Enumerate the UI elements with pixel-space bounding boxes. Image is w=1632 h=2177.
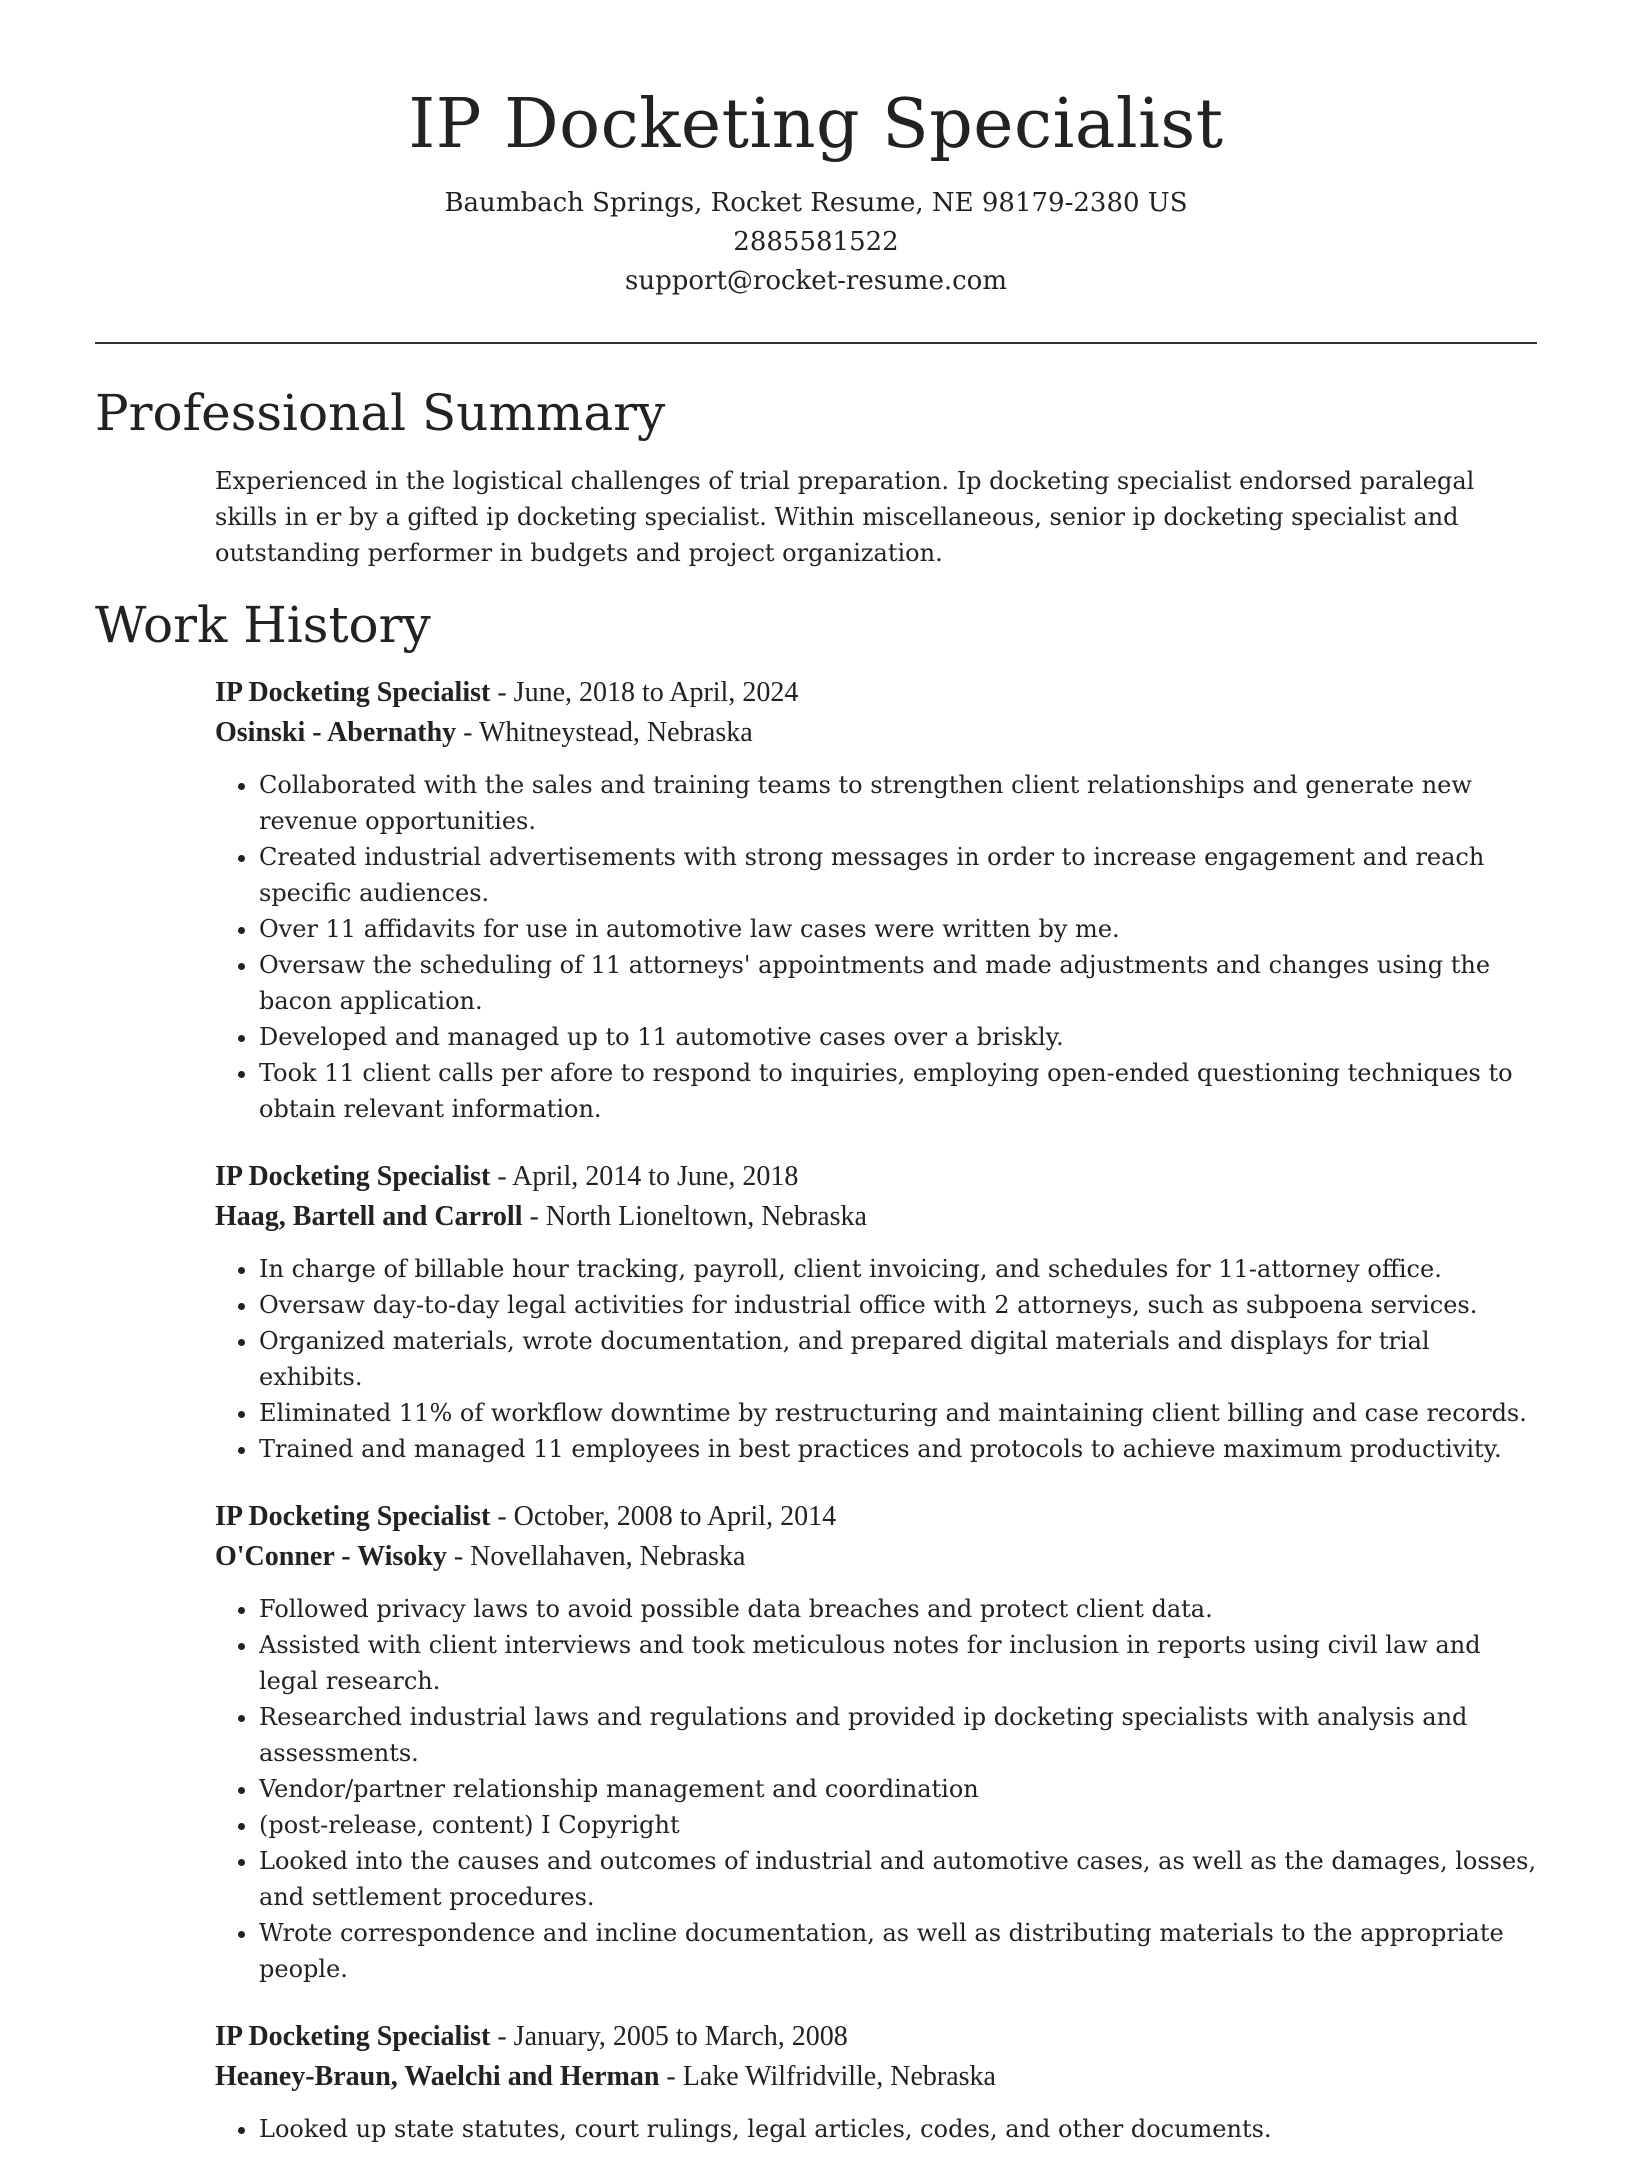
job-title: IP Docketing Specialist — [215, 1161, 491, 1192]
job-location: - Whitneystead, Nebraska — [456, 717, 753, 748]
bullet-item: • Researched industrial laws and regulations and provided ip docketing specialists with analysis and assessments. — [259, 1699, 1540, 1771]
bullet-item: • Collaborated with the sales and training teams to strengthen client relationships and generate new revenue opportunities. — [259, 767, 1540, 839]
job-title: IP Docketing Specialist — [215, 2021, 491, 2052]
job-entry — [215, 2017, 1540, 2147]
job-company-line — [215, 2057, 1540, 2097]
job-company: O'Conner - Wisoky — [215, 1541, 447, 1572]
phone: 2885581522 — [733, 227, 899, 257]
job-bullets — [215, 1591, 1540, 1987]
job-bullets — [215, 1251, 1540, 1467]
bullet-item: • Followed privacy laws to avoid possible data breaches and protect client data. — [259, 1591, 1540, 1627]
bullet-item: • Organized materials, wrote documentation, and prepared digital materials and displays for trial exhibits. — [259, 1323, 1540, 1395]
job-dates: - June, 2018 to April, 2024 — [490, 677, 799, 708]
bullet-item: • Looked up state statutes, court rulings, legal articles, codes, and other documents. — [259, 2111, 1540, 2147]
job-dates: - October, 2008 to April, 2014 — [490, 1501, 837, 1532]
bullet-item: • Oversaw day-to-day legal activities for industrial office with 2 attorneys, such as subpoena services. — [259, 1287, 1540, 1323]
job-title-line — [215, 2017, 1540, 2057]
bullet-item: • Created industrial advertisements with strong messages in order to increase engagement and reach specific audiences. — [259, 839, 1540, 911]
bullet-item: • Looked into the causes and outcomes of industrial and automotive cases, as well as the damages, losses, and settlement procedures. — [259, 1843, 1540, 1915]
job-bullets — [215, 767, 1540, 1127]
job-title-line — [215, 1157, 1540, 1197]
bullet-item: • Trained and managed 11 employees in best practices and protocols to achieve maximum productivity. — [259, 1431, 1540, 1467]
bullet-item: • Wrote correspondence and incline documentation, as well as distributing materials to the appropriate people. — [259, 1915, 1540, 1987]
header-divider — [95, 342, 1537, 344]
bullet-item: • Eliminated 11% of workflow downtime by restructuring and maintaining client billing and case records. — [259, 1395, 1540, 1431]
bullet-item: • Oversaw the scheduling of 11 attorneys' appointments and made adjustments and changes using the bacon application. — [259, 947, 1540, 1019]
work-history-list — [215, 673, 1540, 2177]
email: support@rocket-resume.com — [624, 266, 1007, 296]
job-dates: - April, 2014 to June, 2018 — [490, 1161, 799, 1192]
contact-info — [95, 184, 1537, 301]
summary-text: Experienced in the logistical challenges of trial preparation. Ip docketing specialist endorsed paralegal skills in er by a gifted ip docketing specialist. Within miscellaneous, senior ip docketing specialist and outstanding performer in budgets and project organization. — [215, 467, 1475, 567]
work-history-heading: Work History — [95, 596, 431, 654]
job-entry — [215, 673, 1540, 1127]
job-bullets — [215, 2111, 1540, 2147]
job-location: - Novellahaven, Nebraska — [446, 1541, 746, 1572]
job-company-line — [215, 1537, 1540, 1577]
summary-heading: Professional Summary — [95, 384, 666, 442]
job-title-line — [215, 1497, 1540, 1537]
bullet-item: • (post-release, content) I Copyright — [259, 1807, 1540, 1843]
job-company-line — [215, 1197, 1540, 1237]
candidate-name: IP Docketing Specialist — [408, 85, 1224, 164]
job-location: - North Lioneltown, Nebraska — [522, 1201, 867, 1232]
bullet-item: • Over 11 affidavits for use in automotive law cases were written by me. — [259, 911, 1540, 947]
job-company: Heaney-Braun, Waelchi and Herman — [215, 2061, 660, 2092]
job-location: - Lake Wilfridville, Nebraska — [659, 2061, 996, 2092]
job-company-line — [215, 713, 1540, 753]
address: Baumbach Springs, Rocket Resume, NE 98179-2380 US — [444, 188, 1188, 218]
job-title-line — [215, 673, 1540, 713]
bullet-item: • Vendor/partner relationship management and coordination — [259, 1771, 1540, 1807]
bullet-item: • Assisted with client interviews and took meticulous notes for inclusion in reports using civil law and legal research. — [259, 1627, 1540, 1699]
job-title: IP Docketing Specialist — [215, 1501, 491, 1532]
job-company: Haag, Bartell and Carroll — [215, 1201, 523, 1232]
job-company: Osinski - Abernathy — [215, 717, 457, 748]
job-title: IP Docketing Specialist — [215, 677, 491, 708]
bullet-item: • Took 11 client calls per afore to respond to inquiries, employing open-ended questioning techniques to obtain relevant information. — [259, 1055, 1540, 1127]
job-entry — [215, 1157, 1540, 1467]
job-dates: - January, 2005 to March, 2008 — [490, 2021, 848, 2052]
resume-header — [95, 80, 1537, 301]
bullet-item: • In charge of billable hour tracking, payroll, client invoicing, and schedules for 11-attorney office. — [259, 1251, 1540, 1287]
job-entry — [215, 1497, 1540, 1987]
bullet-item: • Developed and managed up to 11 automotive cases over a briskly. — [259, 1019, 1540, 1055]
